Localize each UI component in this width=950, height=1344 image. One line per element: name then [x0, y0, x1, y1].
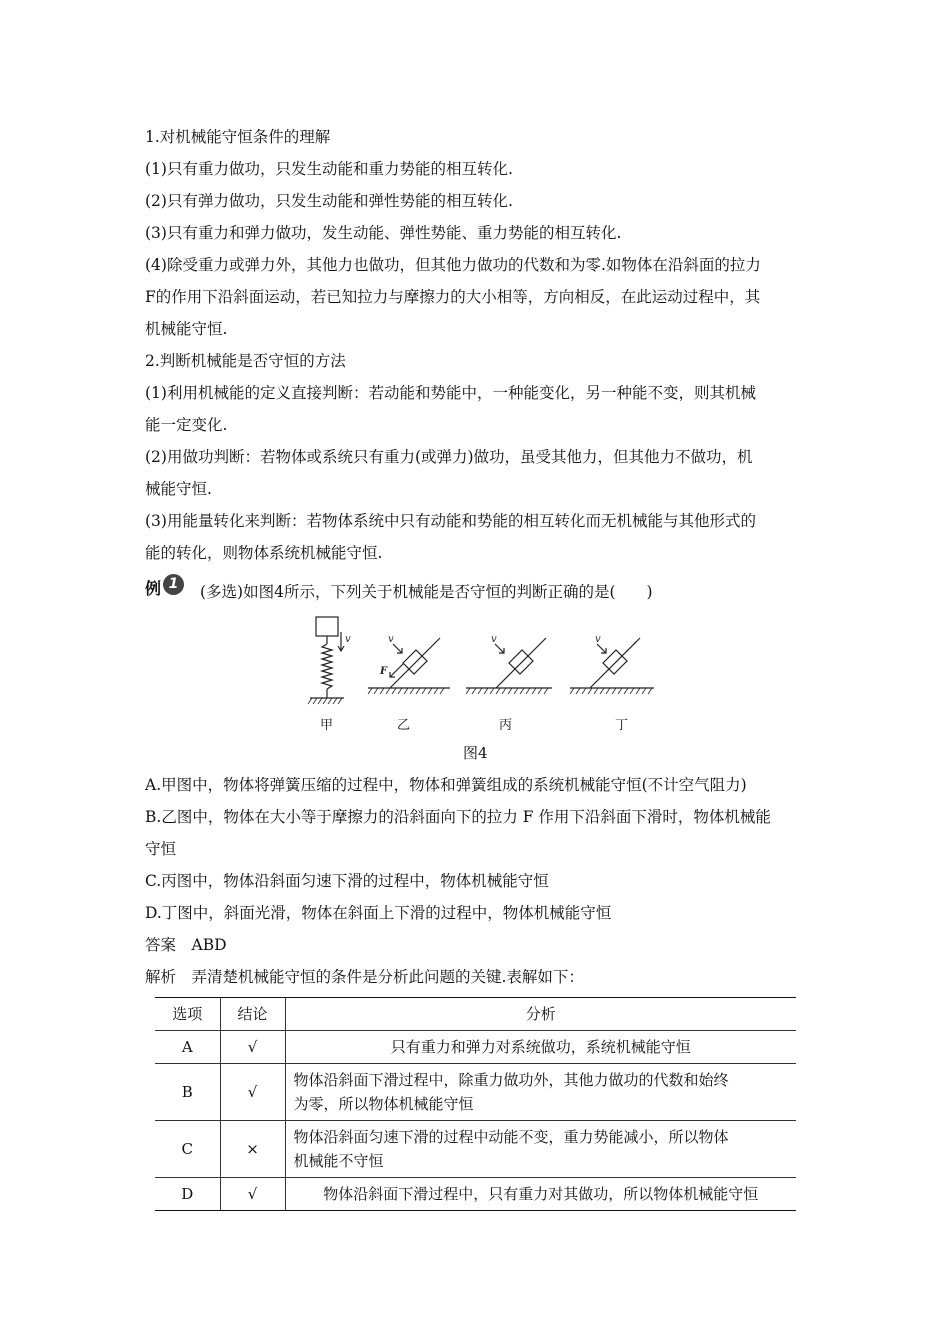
jia-v-label: v	[345, 634, 351, 645]
section1-heading: 1.对机械能守恒条件的理解	[145, 128, 331, 146]
row-a-result: √	[220, 1031, 285, 1064]
row-c-analysis	[285, 1121, 796, 1178]
yi-v-label: v	[388, 634, 394, 645]
bing-incline	[496, 638, 546, 688]
figure-4	[290, 612, 670, 733]
table-row	[155, 1064, 796, 1121]
bing-velocity-arrow	[495, 644, 504, 653]
table-header-row	[155, 998, 796, 1031]
row-c-analysis-line-1: 物体沿斜面匀速下滑的过程中动能不变，重力势能减小，所以物体	[293, 1128, 729, 1146]
header-option: 选项	[155, 998, 220, 1031]
option-d: D.丁图中，斜面光滑，物体在斜面上下滑的过程中，物体机械能守恒	[145, 904, 612, 922]
row-c-analysis-line-2: 机械能不守恒	[293, 1152, 384, 1170]
yi-force-arrow	[390, 664, 403, 677]
figure-diagram	[290, 612, 670, 722]
row-a-analysis: 只有重力和弹力对系统做功，系统机械能守恒	[285, 1031, 796, 1064]
table-row	[155, 1121, 796, 1178]
row-c-result: ×	[220, 1121, 285, 1178]
section1-line-6: 机械能守恒.	[145, 320, 228, 338]
option-c: C.丙图中，物体沿斜面匀速下滑的过程中，物体机械能守恒	[145, 872, 549, 890]
figure-label-ding: 丁	[615, 718, 629, 733]
analysis-intro: 解析 弄清楚机械能守恒的条件是分析此问题的关键.表解如下：	[145, 968, 584, 986]
section1-line-2: (2)只有弹力做功，只发生动能和弹性势能的相互转化.	[145, 192, 513, 210]
row-b-analysis-line-2: 为零，所以物体机械能守恒	[293, 1095, 474, 1113]
ding-velocity-arrow	[597, 644, 606, 653]
yi-block	[403, 650, 427, 674]
row-d-option: D	[155, 1178, 220, 1211]
example-question: (多选)如图4所示，下列关于机械能是否守恒的判断正确的是( )	[200, 583, 653, 601]
row-b-analysis	[285, 1064, 796, 1121]
row-c-option: C	[155, 1121, 220, 1178]
ding-incline	[590, 638, 640, 688]
row-b-analysis-line-1: 物体沿斜面下滑过程中，除重力做功外，其他力做功的代数和始终	[293, 1071, 729, 1089]
answer: 答案 ABD	[145, 936, 227, 954]
section2-line-5: (3)用能量转化来判断：若物体系统中只有动能和势能的相互转化而无机械能与其他形式的	[145, 512, 756, 530]
figure-label-yi: 乙	[397, 718, 411, 733]
bing-block	[509, 650, 533, 674]
figure-label-jia: 甲	[320, 718, 334, 733]
row-d-analysis: 物体沿斜面下滑过程中，只有重力对其做功，所以物体机械能守恒	[285, 1178, 796, 1211]
analysis-table	[155, 997, 796, 1211]
section1-line-5: F的作用下沿斜面运动，若已知拉力与摩擦力的大小相等，方向相反，在此运动过程中，其	[145, 288, 761, 306]
example-label: 例	[145, 579, 162, 598]
row-b-result: √	[220, 1064, 285, 1121]
yi-incline	[390, 638, 440, 688]
section1-line-1: (1)只有重力做功，只发生动能和重力势能的相互转化.	[145, 160, 513, 178]
section2-heading: 2.判断机械能是否守恒的方法	[145, 352, 346, 370]
yi-velocity-arrow	[393, 644, 402, 653]
table-row	[155, 1178, 796, 1211]
yi-f-label: F	[380, 666, 388, 677]
section1-line-3: (3)只有重力和弹力做功，发生动能、弹性势能、重力势能的相互转化.	[145, 224, 622, 242]
section2-line-4: 械能守恒.	[145, 480, 212, 498]
section2-line-3: (2)用做功判断：若物体或系统只有重力(或弹力)做功，虽受其他力，但其他力不做功，机	[145, 448, 753, 466]
row-a-option: A	[155, 1031, 220, 1064]
table-row	[155, 1031, 796, 1064]
section2-line-1: (1)利用机械能的定义直接判断：若动能和势能中，一种能变化，另一种能不变，则其机械	[145, 384, 756, 402]
option-a: A.甲图中，物体将弹簧压缩的过程中，物体和弹簧组成的系统机械能守恒(不计空气阻力)	[145, 776, 747, 794]
jia-block	[316, 617, 338, 636]
figure-caption: 图4	[463, 744, 488, 762]
section2-line-2: 能一定变化.	[145, 416, 228, 434]
section2-line-6: 能的转化，则物体系统机械能守恒.	[145, 544, 383, 562]
jia-spring	[322, 644, 332, 689]
section1-line-4: (4)除受重力或弹力外，其他力也做功，但其他力做功的代数和为零.如物体在沿斜面的拉力	[145, 256, 761, 274]
ding-v-label: v	[595, 634, 601, 645]
header-analysis: 分析	[285, 998, 796, 1031]
bing-v-label: v	[491, 634, 497, 645]
row-b-option: B	[155, 1064, 220, 1121]
figure-label-bing: 丙	[499, 718, 513, 733]
row-d-result: √	[220, 1178, 285, 1211]
example-number-badge: 1	[163, 574, 184, 595]
option-b-line-1: B.乙图中，物体在大小等于摩擦力的沿斜面向下的拉力 F 作用下沿斜面下滑时，物体机械能	[145, 808, 771, 826]
option-b-line-2: 守恒	[145, 840, 177, 858]
header-result: 结论	[220, 998, 285, 1031]
